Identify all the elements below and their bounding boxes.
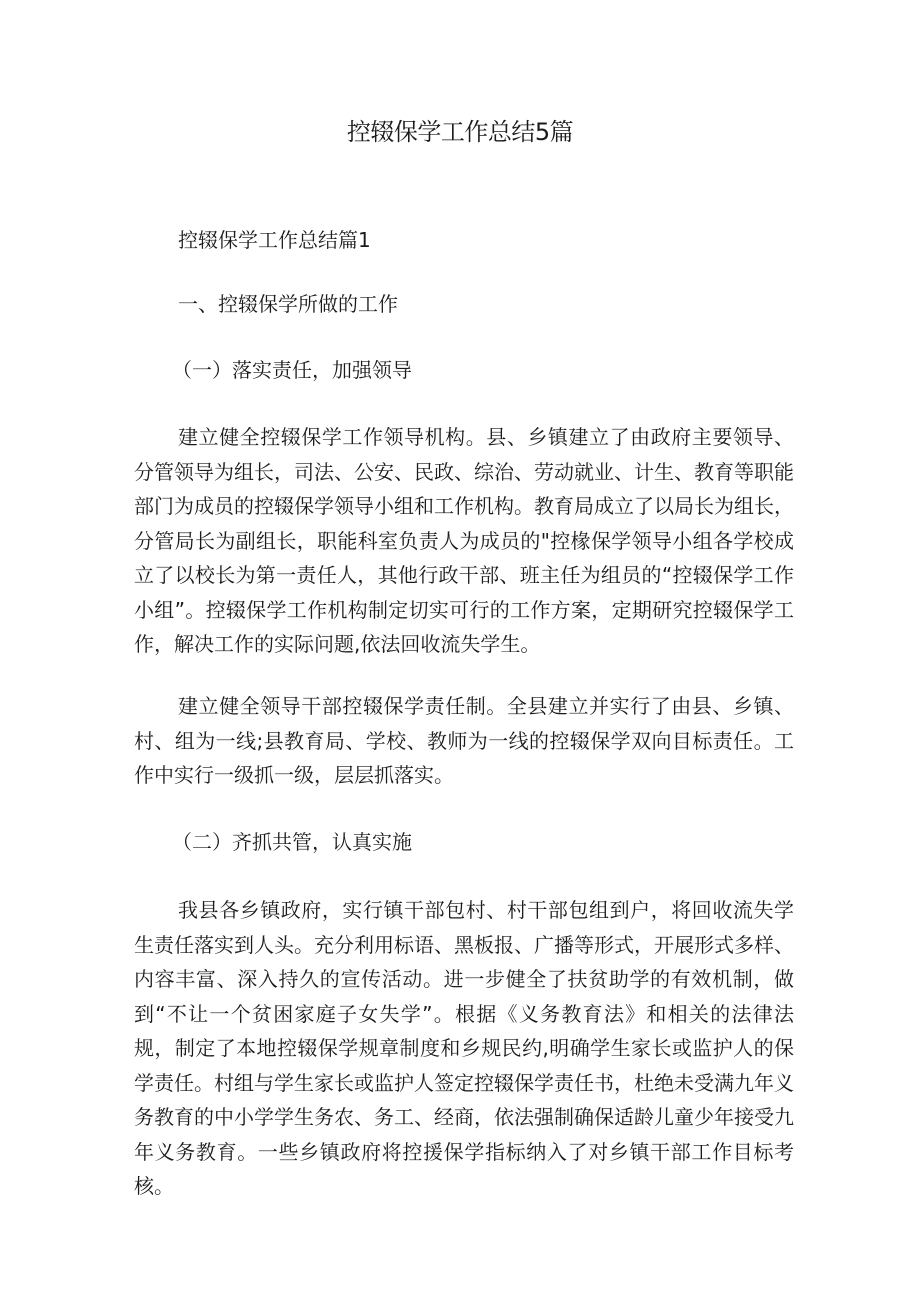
section-title: 控辍保学工作总结篇1	[178, 228, 371, 252]
paragraph-2: 建立健全领导干部控辍保学责任制。全县建立并实行了由县、乡镇、村、组为一线;县教育局、学校、教师为一线的控辍保学双向目标责任。工作中实行一级抓一级，层层抓落实。	[134, 694, 794, 787]
paragraph-3: 我县各乡镇政府，实行镇干部包村、村干部包组到户，将回收流失学生责任落实到人头。充分利用标语、黑板报、广播等形式，开展形式多样、内容丰富、深入持久的宣传活动。进一步健全了扶贫助学的有效机制，做到“不让一个贫困家庭子女失学”。根据《义务教育法》和相关的法律法规，制定了本地控辍保学规章制度和乡规民约,明确学生家长或监护人的保学责任。村组与学生家长或监护人签定控辍保学责任书，杜绝未受满九年义务教育的中小学学生务农、务工、经商，依法强制确保适龄儿童少年接受九年义务教育。一些乡镇政府将控援保学指标纳入了对乡镇干部工作目标考核。	[134, 898, 794, 1198]
paragraph-1: 建立健全控辍保学工作领导机构。县、乡镇建立了由政府主要领导、分管领导为组长，司法、公安、民政、综治、劳动就业、计生、教育等职能部门为成员的控辍保学领导小组和工作机构。教育局成立了以局长为组长，分管局长为副组长，职能科室负责人为成员的"控椽保学领导小组各学校成立了以校长为第一责任人，其他行政干部、班主任为组员的“控辍保学工作小组”。控辍保学工作机构制定切实可行的工作方案，定期研究控辍保学工作，解决工作的实际问题,依法回收流失学生。	[134, 425, 794, 656]
document-title: 控辍保学工作总结5篇	[346, 118, 574, 146]
subsection-heading-2: （二）齐抓共管，认真实施	[172, 830, 412, 854]
part-heading: 一、控辍保学所做的工作	[178, 292, 398, 316]
subsection-heading-1: （一）落实责任，加强领导	[172, 358, 412, 382]
